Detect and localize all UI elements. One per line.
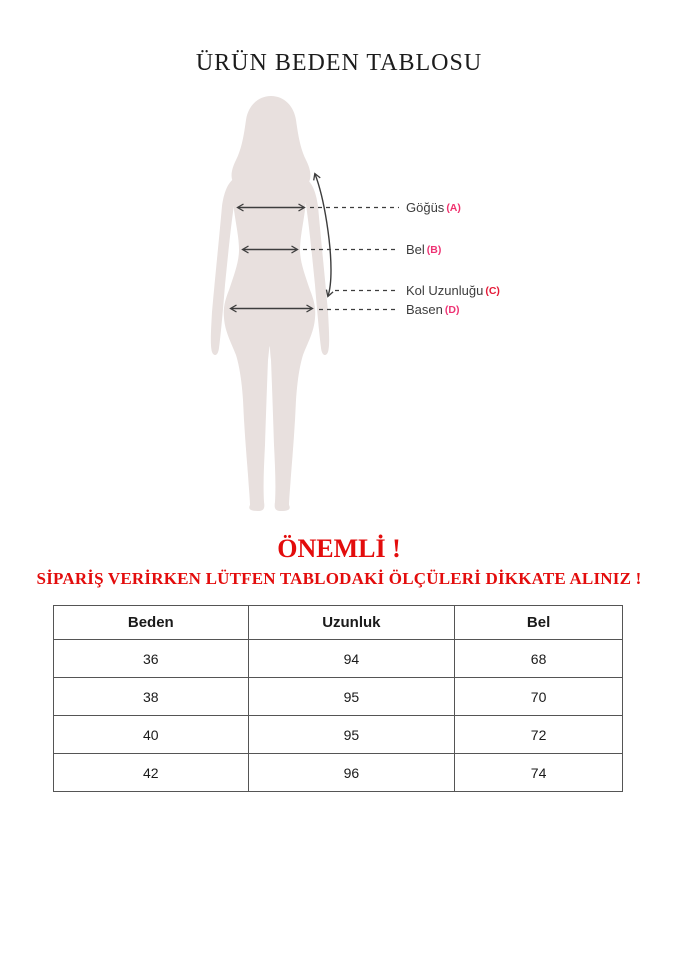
table-cell-size: 42 [54, 754, 249, 792]
measurement-label-chest [406, 200, 461, 215]
female-body-silhouette [211, 96, 329, 511]
table-cell-length: 95 [248, 678, 455, 716]
table-cell-waist: 70 [455, 678, 623, 716]
table-cell-length: 96 [248, 754, 455, 792]
measurement-name: Bel [406, 242, 425, 257]
page-title: ÜRÜN BEDEN TABLOSU [195, 50, 483, 76]
notice-warning: SİPARİŞ VERİRKEN LÜTFEN TABLODAKİ ÖLÇÜLERİ DİKKATE ALINIZ ! [36, 569, 642, 588]
size-table-header-beden: Beden [54, 606, 249, 640]
measurement-label-arm-length [406, 283, 500, 298]
measurement-letter: (A) [446, 202, 461, 214]
size-table-header-row [54, 606, 623, 640]
measurement-letter: (D) [444, 304, 460, 316]
measurement-name: Kol Uzunluğu [406, 283, 484, 298]
table-row [54, 754, 623, 792]
measurement-name: Basen [406, 302, 443, 317]
measurement-label-waist [406, 242, 441, 257]
measurement-letter: (C) [485, 285, 500, 297]
table-row [54, 678, 623, 716]
table-cell-length: 94 [248, 640, 455, 678]
table-cell-size: 36 [54, 640, 249, 678]
table-row [54, 640, 623, 678]
table-cell-waist: 72 [455, 716, 623, 754]
size-table [53, 605, 623, 792]
measurement-name: Göğüs [406, 200, 445, 215]
silhouette-head [232, 96, 311, 182]
table-cell-waist: 68 [455, 640, 623, 678]
measurement-letter: (B) [426, 244, 442, 256]
size-table-header-bel: Bel [455, 606, 623, 640]
table-cell-size: 40 [54, 716, 249, 754]
size-guide-figure [0, 80, 678, 530]
notice-heading: ÖNEMLİ ! [277, 534, 401, 563]
silhouette-body [224, 178, 316, 511]
size-table-header-uzunluk: Uzunluk [248, 606, 455, 640]
table-row [54, 716, 623, 754]
table-cell-waist: 74 [455, 754, 623, 792]
table-cell-length: 95 [248, 716, 455, 754]
table-cell-size: 38 [54, 678, 249, 716]
measurement-label-hip [406, 302, 459, 317]
